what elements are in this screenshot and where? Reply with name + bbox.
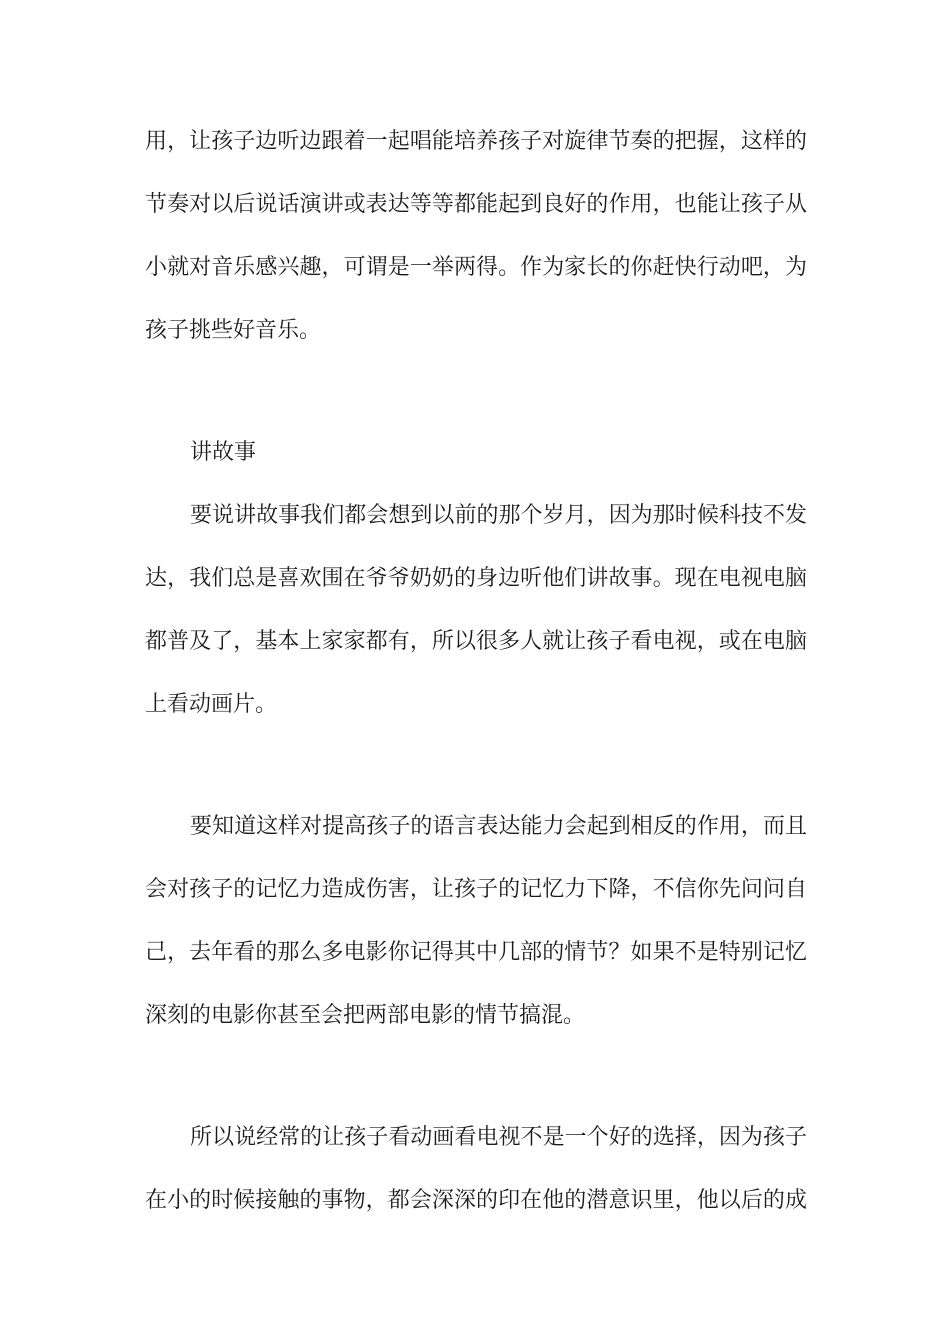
paragraph-line: 孩子挑些好音乐。: [145, 318, 322, 343]
paragraph-line: 要说讲故事我们都会想到以前的那个岁月，因为那时候科技不发: [190, 503, 807, 528]
paragraph-line: 上看动画片。: [145, 692, 278, 717]
paragraph-line: 节奏对以后说话演讲或表达等等都能起到良好的作用，也能让孩子从: [145, 192, 807, 217]
paragraph-line: 在小的时候接触的事物，都会深深的印在他的潜意识里，他以后的成: [145, 1188, 807, 1213]
section-heading: 讲故事: [190, 440, 257, 465]
paragraph-line: 达，我们总是喜欢围在爷爷奶奶的身边听他们讲故事。现在电视电脑: [145, 566, 807, 591]
paragraph-line: 小就对音乐感兴趣，可谓是一举两得。作为家长的你赶快行动吧，为: [145, 255, 807, 280]
paragraph-line: 用，让孩子边听边跟着一起唱能培养孩子对旋律节奏的把握，这样的: [145, 129, 807, 154]
paragraph-line: 会对孩子的记忆力造成伤害，让孩子的记忆力下降，不信你先问问自: [145, 877, 807, 902]
paragraph-line: 要知道这样对提高孩子的语言表达能力会起到相反的作用，而且: [190, 814, 807, 839]
paragraph-line: 己，去年看的那么多电影你记得其中几部的情节？如果不是特别记忆: [145, 940, 807, 965]
paragraph-line: 深刻的电影你甚至会把两部电影的情节搞混。: [145, 1003, 586, 1028]
paragraph-line: 都普及了，基本上家家都有，所以很多人就让孩子看电视，或在电脑: [145, 629, 807, 654]
paragraph-line: 所以说经常的让孩子看动画看电视不是一个好的选择，因为孩子: [190, 1125, 807, 1150]
